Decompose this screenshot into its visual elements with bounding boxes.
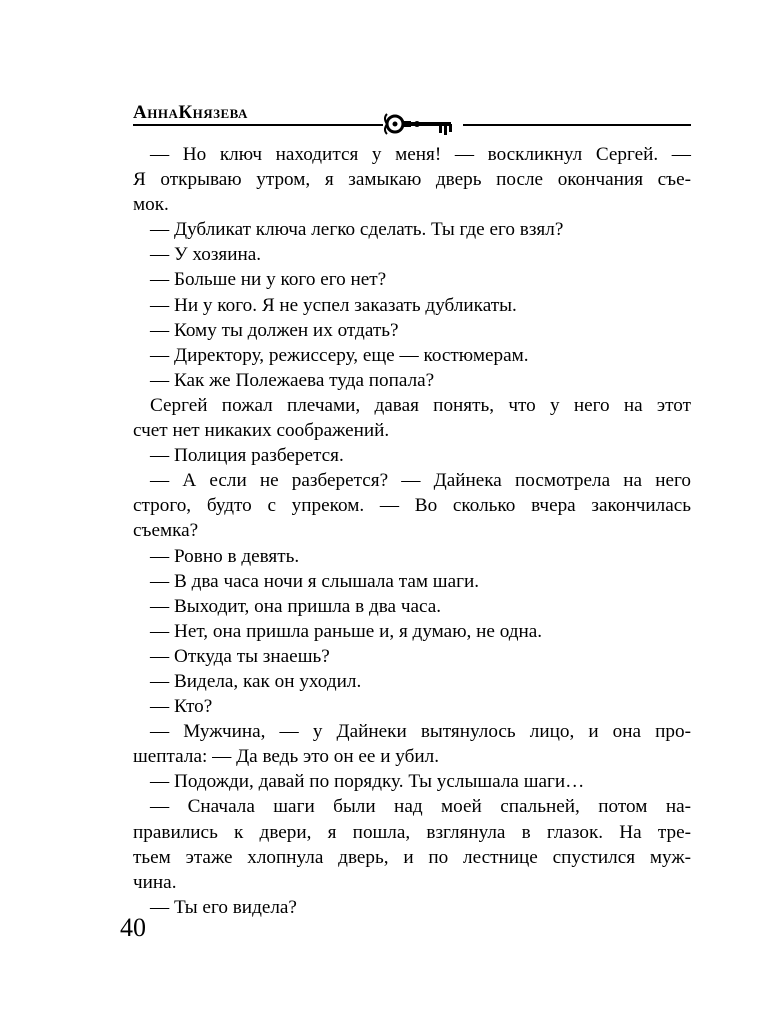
text-line: — У хозяина. (150, 244, 262, 266)
text-line: правились к двери, я пошла, взглянула в глазок. На тре- (133, 821, 691, 843)
text-line: — Подожди, давай по порядку. Ты услышала шаги… (150, 771, 585, 793)
text-line: — Откуда ты знаешь? (150, 645, 330, 667)
text-line: — Но ключ находится у меня! — воскликнул Сергей. — (150, 144, 691, 165)
body-text (133, 142, 691, 920)
author-name: АннаКнязева (133, 102, 248, 123)
text-line: строго, будто с упреком. — Во сколько вчера закончилась (133, 495, 691, 517)
text-line: — Кто? (150, 696, 213, 718)
text-line: чина. (133, 871, 177, 893)
text-line: — Директору, режиссеру, еще — костюмерам. (150, 344, 529, 366)
text-line: — Выходит, она пришла в два часа. (150, 595, 442, 617)
text-line: — Нет, она пришла раньше и, я думаю, не одна. (150, 620, 543, 642)
text-line: Я открываю утром, я замыкаю дверь после окончания съе- (133, 169, 691, 191)
text-line: — Как же Полежаева туда попала? (150, 369, 435, 391)
text-line: — А если не разберется? — Дайнека посмотрела на него (150, 470, 691, 492)
text-line: — Сначала шаги были над моей спальней, потом на- (150, 796, 691, 818)
text-line: — Кому ты должен их отдать? (150, 319, 399, 341)
running-header (133, 100, 691, 136)
text-line: Сергей пожал плечами, давая понять, что у него на этот (150, 394, 691, 416)
text-line: — Полиция разберется. (150, 445, 344, 467)
text-line: мок. (133, 194, 169, 216)
text-line: съемка? (133, 520, 199, 542)
text-line: — Видела, как он уходил. (150, 670, 362, 692)
text-line: — Дубликат ключа легко сделать. Ты где его взял? (150, 219, 564, 241)
text-line: — Мужчина, — у Дайнеки вытянулось лицо, и она про- (150, 721, 691, 743)
text-line: — Больше ни у кого его нет? (150, 269, 387, 291)
text-line: — Ты его видела? (150, 896, 297, 918)
text-line: тьем этаже хлопнула дверь, и по лестнице спустился муж- (133, 846, 691, 868)
text-line: — В два часа ночи я слышала там шаги. (150, 570, 480, 592)
page-number: 40 (120, 913, 146, 942)
key-ornament-icon (383, 108, 463, 136)
text-line: — Ни у кого. Я не успел заказать дубликаты. (150, 294, 517, 316)
text-line: счет нет никаких соображений. (133, 420, 390, 442)
text-line: шептала: — Да ведь это он ее и убил. (133, 746, 440, 768)
text-line: — Ровно в девять. (150, 545, 300, 567)
